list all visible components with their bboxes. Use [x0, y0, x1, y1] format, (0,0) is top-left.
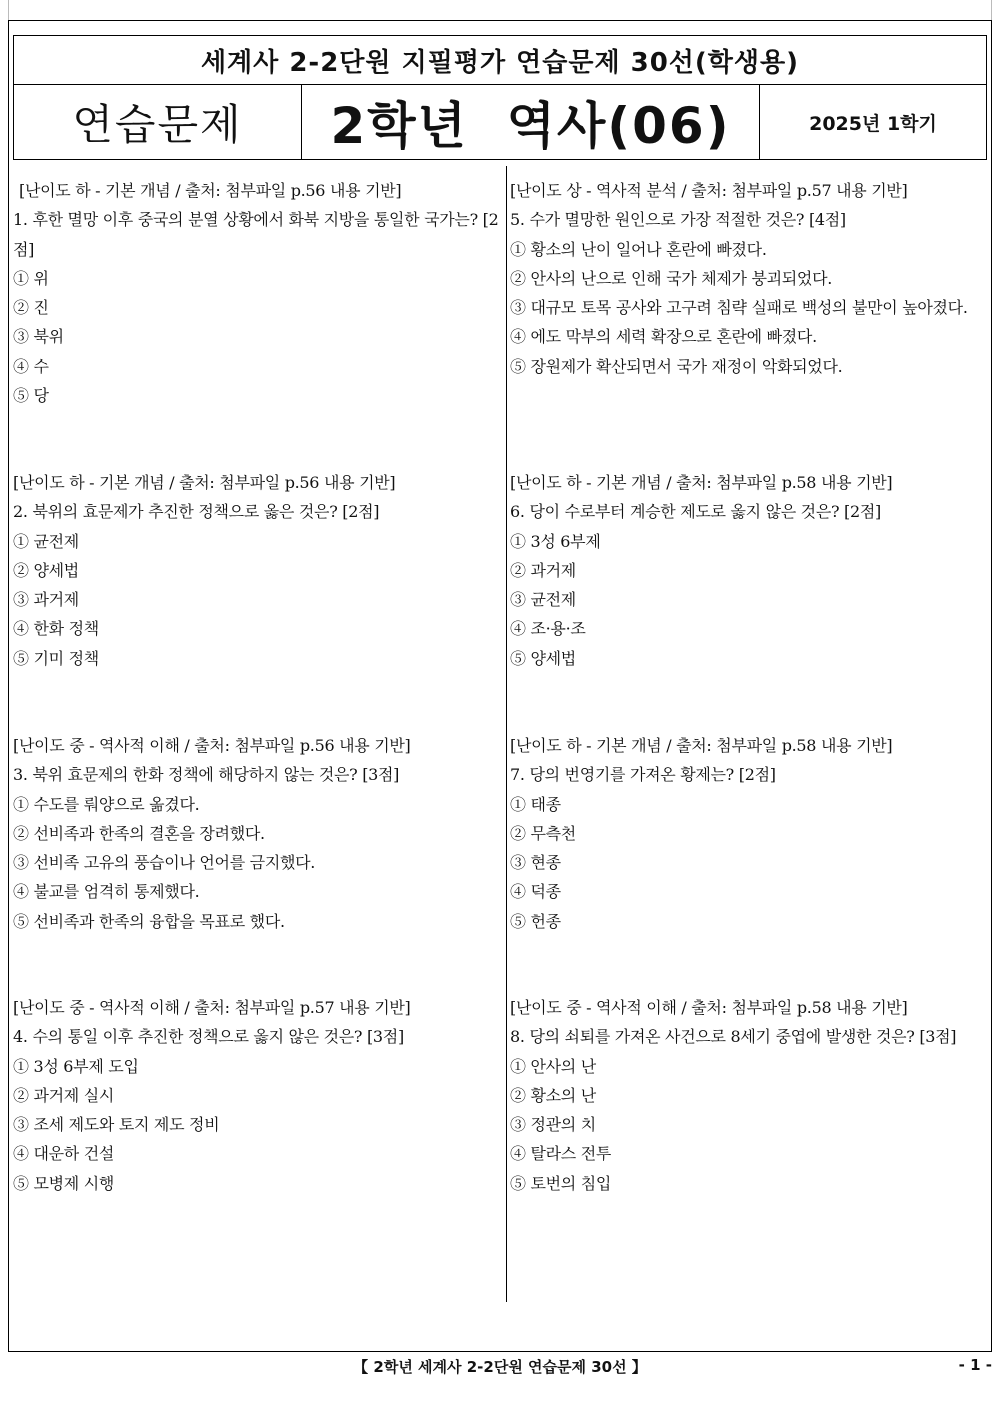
option: ① 황소의 난이 일어나 혼란에 빠졌다.	[510, 239, 767, 259]
option: ① 안사의 난	[510, 1056, 596, 1076]
option: ① 수도를 뤄양으로 옮겼다.	[13, 794, 200, 814]
question-text: 7. 당의 번영기를 가져온 황제는? [2점]	[510, 765, 776, 785]
option: ② 선비족과 한족의 결혼을 장려했다.	[13, 823, 265, 843]
option: ③ 대규모 토목 공사와 고구려 침략 실패로 백성의 불만이 높아졌다.	[510, 298, 968, 318]
option: ② 안사의 난으로 인해 국가 체제가 붕괴되었다.	[510, 268, 833, 288]
option: ③ 과거제	[13, 590, 79, 610]
page-footer	[0, 1356, 1000, 1376]
question-text: 3. 북위 효문제의 한화 정책에 해당하지 않는 것은? [3점]	[13, 765, 400, 785]
header-label-center	[302, 85, 760, 159]
option: ② 과거제	[510, 560, 576, 580]
question-4	[13, 993, 501, 1198]
question-meta: [난이도 하 - 기본 개념 / 출처: 첨부파일 p.58 내용 기반]	[510, 473, 893, 492]
option: ⑤ 양세법	[510, 648, 576, 668]
question-text: 8. 당의 쇠퇴를 가져온 사건으로 8세기 중엽에 발생한 것은? [3점]	[510, 1027, 957, 1047]
label-practice: 연습문제	[72, 100, 243, 149]
header-label-left	[14, 85, 302, 159]
page-number: - 1 -	[958, 1356, 992, 1374]
exam-sheet	[8, 20, 992, 1352]
label-semester: 2025년 1학기	[809, 112, 937, 135]
option: ③ 북위	[13, 327, 64, 347]
option: ⑤ 선비족과 한족의 융합을 목표로 했다.	[13, 911, 285, 931]
option: ① 3성 6부제 도입	[13, 1056, 139, 1076]
option: ④ 대운하 건설	[13, 1144, 115, 1164]
question-text: 4. 수의 통일 이후 추진한 정책으로 옳지 않은 것은? [3점]	[13, 1027, 404, 1047]
option: ② 과거제 실시	[13, 1085, 115, 1105]
option: ④ 덕종	[510, 882, 561, 902]
option: ① 3성 6부제	[510, 531, 601, 551]
option: ④ 조·용·조	[510, 619, 586, 639]
option: ⑤ 장원제가 확산되면서 국가 재정이 악화되었다.	[510, 356, 843, 376]
option: ③ 선비족 고유의 풍습이나 언어를 금지했다.	[13, 853, 316, 873]
footer-title: 【 2학년 세계사 2-2단원 연습문제 30선 】	[353, 1358, 647, 1376]
option: ③ 조세 제도와 토지 제도 정비	[13, 1115, 220, 1135]
banner-title-text: 세계사 2-2단원 지필평가 연습문제 30선(학생용)	[200, 47, 800, 78]
option: ⑤ 기미 정책	[13, 648, 99, 668]
option: ② 양세법	[13, 560, 79, 580]
question-2	[13, 468, 501, 673]
option: ④ 탈라스 전투	[510, 1144, 612, 1164]
option: ③ 현종	[510, 853, 561, 873]
option: ② 황소의 난	[510, 1085, 596, 1105]
question-meta: [난이도 하 - 기본 개념 / 출처: 첨부파일 p.58 내용 기반]	[510, 736, 893, 755]
header-label-right	[760, 85, 986, 159]
question-meta: [난이도 중 - 역사적 이해 / 출처: 첨부파일 p.56 내용 기반]	[13, 736, 411, 755]
column-divider	[506, 166, 507, 1302]
question-8	[510, 993, 998, 1198]
option: ① 태종	[510, 794, 561, 814]
option: ④ 수	[13, 356, 49, 376]
question-3	[13, 731, 501, 936]
question-text: 5. 수가 멸망한 원인으로 가장 적절한 것은? [4점]	[510, 210, 846, 230]
option: ③ 균전제	[510, 590, 576, 610]
option: ⑤ 헌종	[510, 911, 561, 931]
banner-title	[13, 35, 987, 85]
label-grade-subject: 2학년 역사(06)	[330, 97, 731, 155]
question-text: 1. 후한 멸망 이후 중국의 분열 상황에서 화북 지방을 통일한 국가는? [2점]	[13, 210, 499, 259]
option: ① 균전제	[13, 531, 79, 551]
option: ⑤ 토번의 침입	[510, 1173, 612, 1193]
option: ① 위	[13, 268, 49, 288]
question-meta: [난이도 하 - 기본 개념 / 출처: 첨부파일 p.56 내용 기반]	[19, 181, 402, 200]
question-5	[510, 176, 998, 381]
option: ② 진	[13, 298, 49, 318]
question-meta: [난이도 상 - 역사적 분석 / 출처: 첨부파일 p.57 내용 기반]	[510, 181, 908, 200]
question-6	[510, 468, 998, 673]
option: ⑤ 모병제 시행	[13, 1173, 115, 1193]
option: ⑤ 당	[13, 386, 49, 406]
option: ③ 정관의 치	[510, 1115, 596, 1135]
option: ④ 한화 정책	[13, 619, 99, 639]
header-row	[13, 84, 987, 160]
question-meta: [난이도 중 - 역사적 이해 / 출처: 첨부파일 p.58 내용 기반]	[510, 998, 908, 1017]
question-text: 2. 북위의 효문제가 추진한 정책으로 옳은 것은? [2점]	[13, 502, 380, 522]
question-1	[13, 176, 501, 410]
option: ④ 에도 막부의 세력 확장으로 혼란에 빠졌다.	[510, 327, 817, 347]
question-meta: [난이도 중 - 역사적 이해 / 출처: 첨부파일 p.57 내용 기반]	[13, 998, 411, 1017]
question-meta: [난이도 하 - 기본 개념 / 출처: 첨부파일 p.56 내용 기반]	[13, 473, 396, 492]
option: ④ 불교를 엄격히 통제했다.	[13, 882, 200, 902]
option: ② 무측천	[510, 823, 576, 843]
question-7	[510, 731, 998, 936]
question-text: 6. 당이 수로부터 계승한 제도로 옳지 않은 것은? [2점]	[510, 502, 881, 522]
